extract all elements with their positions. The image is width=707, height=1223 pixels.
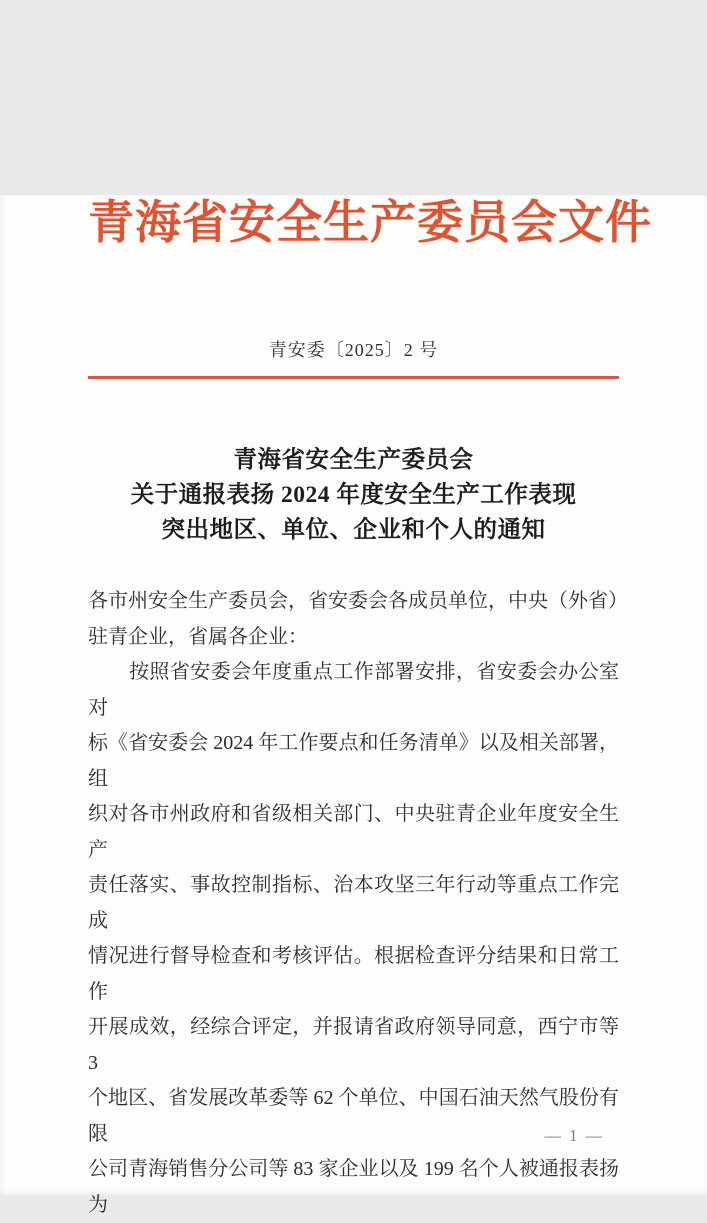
document-page — [0, 195, 707, 1216]
document-title-line: 突出地区、单位、企业和个人的通知 — [161, 517, 546, 543]
page-number: — 1 — — [544, 1126, 604, 1145]
body-line: 开展成效，经综合评定，并报请省政府领导同意，西宁市等 3 — [88, 1016, 619, 1074]
body-line: 公司青海销售分公司等 83 家企业以及 199 名个人被通报表扬为 — [88, 1158, 619, 1216]
document-body — [88, 584, 628, 1223]
body-line: 驻青企业，省属各企业： — [88, 625, 308, 648]
body-line: 按照省安委会年度重点工作部署安排，省安委会办公室对 — [88, 661, 619, 719]
body-line: 个地区、省发展改革委等 62 个单位、中国石油天然气股份有限 — [88, 1087, 619, 1145]
document-title-line: 青海省安全生产委员会 — [233, 447, 474, 473]
document-number: 青安委〔2025〕2 号 — [268, 340, 439, 360]
body-line: 责任落实、事故控制指标、治本攻坚三年行动等重点工作完成 — [88, 874, 619, 932]
body-line: 情况进行督导检查和考核评估。根据检查评分结果和日常工作 — [88, 945, 619, 1003]
body-line: 织对各市州政府和省级相关部门、中央驻青企业年度安全生产 — [88, 803, 619, 861]
document-title — [88, 443, 619, 548]
letterhead-org-title: 青海省安全生产委员会文件 — [88, 197, 652, 248]
body-line: 各市州安全生产委员会，省安委会各成员单位，中央（外省） — [88, 590, 628, 612]
red-divider-line — [88, 376, 619, 379]
document-title-line: 关于通报表扬 2024 年度安全生产工作表现 — [130, 482, 577, 508]
body-line: 标《省安委会 2024 年工作要点和任务清单》以及相关部署，组 — [88, 732, 619, 790]
